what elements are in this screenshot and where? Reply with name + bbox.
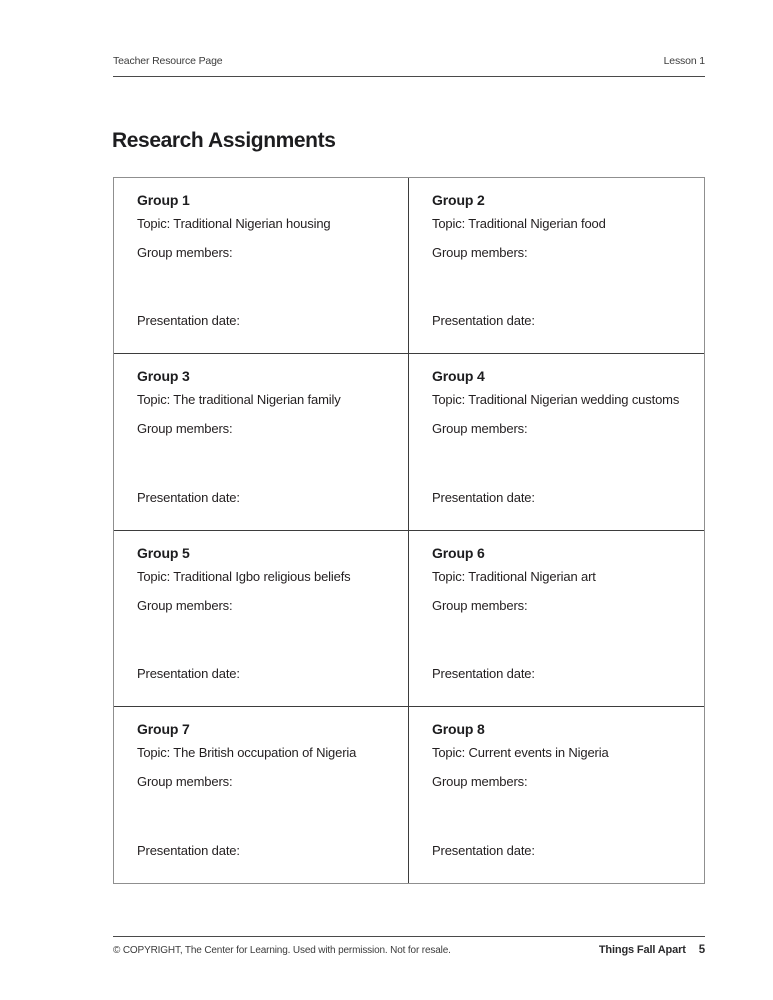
footer-rule <box>113 936 705 937</box>
group-members-label: Group members: <box>137 245 233 260</box>
presentation-date-label: Presentation date: <box>432 665 535 681</box>
group-topic: Topic: Current events in Nigeria <box>432 744 609 760</box>
group-topic: Topic: The traditional Nigerian family <box>137 392 341 408</box>
group-topic: Topic: Traditional Nigerian wedding customs <box>432 392 680 408</box>
group-name: Group 1 <box>137 192 190 208</box>
group-name: Group 4 <box>432 368 485 385</box>
group-members-label: Group members: <box>432 597 528 613</box>
header-resource-label: Teacher Resource Page <box>113 55 223 67</box>
presentation-date-label: Presentation date: <box>137 489 240 505</box>
group-topic: Topic: Traditional Nigerian housing <box>137 216 331 231</box>
book-title: Things Fall Apart <box>598 944 686 956</box>
header-rule <box>113 76 705 77</box>
group-name: Group 5 <box>137 544 190 561</box>
presentation-date-label: Presentation date: <box>432 489 535 505</box>
group-card-5 <box>114 531 409 707</box>
group-card-4 <box>409 354 704 530</box>
header-lesson-label: Lesson 1 <box>663 55 705 67</box>
group-topic: Topic: Traditional Nigerian art <box>432 568 596 584</box>
group-card-6 <box>409 531 704 707</box>
copyright-notice: © COPYRIGHT, The Center for Learning. Used with permission. Not for resale. <box>113 945 451 956</box>
group-name: Group 3 <box>137 368 190 385</box>
page-title: Research Assignments <box>112 129 336 152</box>
group-members-label: Group members: <box>432 773 528 789</box>
group-card-8 <box>409 707 704 883</box>
group-topic: Topic: Traditional Nigerian food <box>432 216 606 231</box>
presentation-date-label: Presentation date: <box>137 843 240 858</box>
presentation-date-label: Presentation date: <box>432 843 535 858</box>
group-name: Group 2 <box>432 192 485 208</box>
group-topic: Topic: Traditional Igbo religious beliefs <box>137 568 351 584</box>
group-card-3 <box>114 354 409 530</box>
group-name: Group 7 <box>137 720 190 737</box>
page-header <box>113 55 705 67</box>
page-footer <box>113 944 705 956</box>
group-card-2 <box>409 178 704 354</box>
group-card-7 <box>114 707 409 883</box>
assignments-table <box>113 177 705 884</box>
group-name: Group 8 <box>432 720 485 737</box>
group-name: Group 6 <box>432 544 485 561</box>
group-topic: Topic: The British occupation of Nigeria <box>137 744 357 760</box>
presentation-date-label: Presentation date: <box>432 313 535 329</box>
group-members-label: Group members: <box>432 421 528 437</box>
group-members-label: Group members: <box>137 773 233 789</box>
group-members-label: Group members: <box>137 421 233 437</box>
group-members-label: Group members: <box>137 597 233 613</box>
footer-right <box>599 944 705 956</box>
group-members-label: Group members: <box>432 245 528 260</box>
group-card-1 <box>114 178 409 354</box>
presentation-date-label: Presentation date: <box>137 313 240 329</box>
page-number: 5 <box>698 944 705 956</box>
presentation-date-label: Presentation date: <box>137 665 240 681</box>
